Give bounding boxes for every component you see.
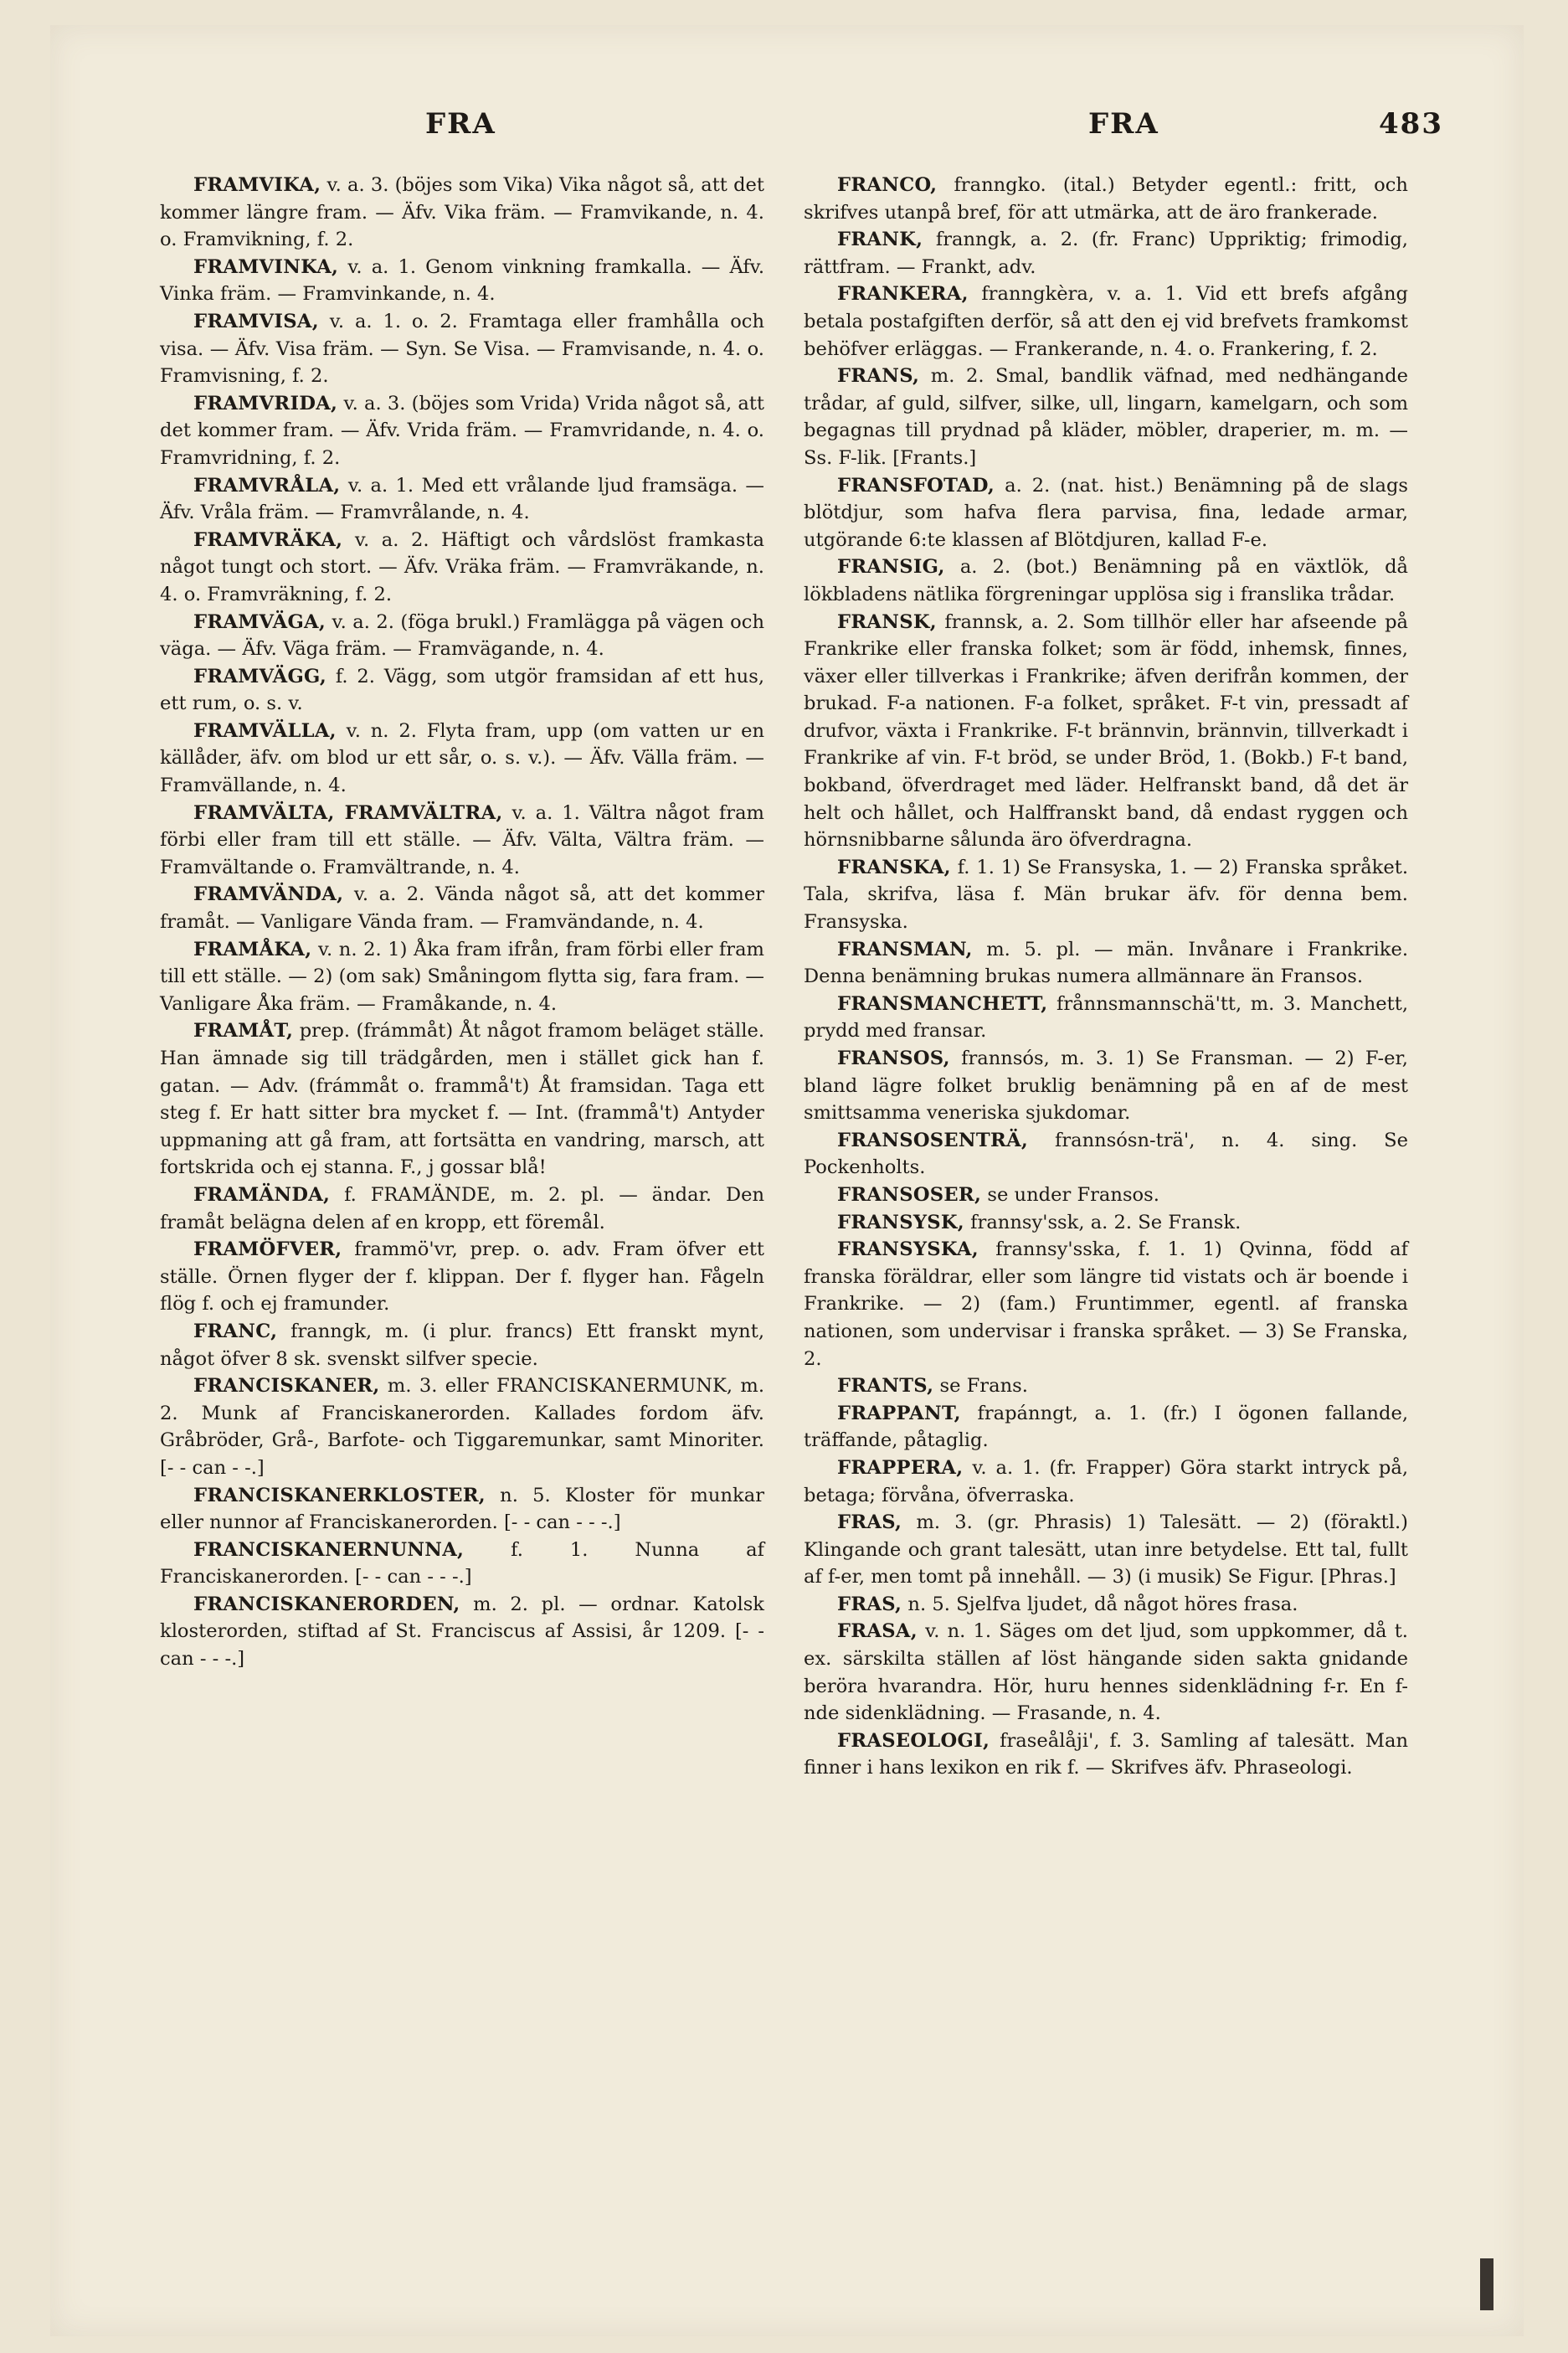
- entry-headword: FRAMVÄNDA,: [193, 883, 344, 906]
- entry-definition: f. 1. Nunna af Franciskanerorden. [- - can - - -.]: [160, 1538, 764, 1588]
- dictionary-entry: [804, 1591, 1408, 1619]
- entry-definition: v. a. 1. Vältra något fram förbi eller fram till ett ställe. — Äfv. Välta, Vältra främ. — Framvältande o. Framvältrande, n. 4.: [160, 801, 764, 878]
- entry-definition: v. a. 1. o. 2. Framtaga eller framhålla och visa. — Äfv. Visa främ. — Syn. Se Visa. — Framvisande, n. 4. o. Framvisning, f. 2.: [160, 310, 765, 388]
- entry-definition: m. 2. Smal, bandlik väfnad, med nedhängande trådar, af guld, silfver, silke, ull, lingarn, kamelgarn, och som begagnas till prydnad på kläder, möbler, draperier, m. m. — Ss. F-lik. [Frants.]: [804, 365, 1408, 469]
- dictionary-entry: [804, 363, 1408, 471]
- dictionary-entry: [160, 390, 764, 472]
- entry-headword: FRAPPERA,: [837, 1456, 964, 1479]
- entry-definition: franngko. (ital.) Betyder egentl.: fritt, och skrifves utanpå bref, för att utmärka, att de äro frankerade.: [804, 174, 1408, 224]
- entry-definition: m. 3. eller FRANCISKANERMUNK, m. 2. Munk af Franciskanerorden. Kallades fordom äfv. Gråbröder, Grå-, Barfote- och Tiggaremunkar, samt Minoriter. [- - can - -.]: [160, 1375, 765, 1479]
- entry-headword: FRANSYSK,: [837, 1211, 964, 1233]
- entry-definition: f. 1. 1) Se Fransyska, 1. — 2) Franska språket. Tala, skrifva, läsa f. Män brukar äfv. för denna bem. Fransyska.: [804, 856, 1409, 934]
- dictionary-entry: [804, 609, 1408, 854]
- entry-headword: FRAMVINKA,: [193, 255, 339, 278]
- entry-definition: franngk, a. 2. (fr. Franc) Uppriktig; frimodig, rättfram. — Frankt, adv.: [804, 229, 1408, 278]
- dictionary-entry: [804, 854, 1408, 936]
- entry-definition: v. n. 1. Säges om det ljud, som uppkommer, då t. ex. särskilta ställen af löst hängande siden sakta gnidande beröra hvarandra. Hör, huru hennes sidenklädning f-r. En f-nde sidenklädning. — Frasande, n. 4.: [804, 1620, 1408, 1725]
- entry-headword: FRANS,: [837, 365, 920, 388]
- entry-headword: FRANSKA,: [837, 856, 951, 878]
- right-column: [804, 172, 1408, 1782]
- dictionary-entry: [160, 1482, 764, 1537]
- edge-marker: [1480, 2258, 1493, 2310]
- entry-headword: FRANSMAN,: [837, 938, 973, 960]
- entry-headword: FRAMVÄGA,: [193, 610, 326, 633]
- dictionary-entry: [804, 991, 1408, 1045]
- entry-definition: frånnsmannschä'tt, m. 3. Manchett, prydd med fransar.: [804, 992, 1409, 1043]
- entry-headword: FRANTS,: [837, 1375, 934, 1398]
- dictionary-entry: [160, 1182, 764, 1236]
- entry-definition: n. 5. Kloster för munkar eller nunnor af Franciskanerorden. [- - can - - -.]: [160, 1484, 764, 1534]
- entry-definition: v. a. 2. Häftigt och vårdslöst framkasta något tungt och stort. — Äfv. Vräka främ. — Framvräkande, n. 4. o. Framvräkning, f. 2.: [160, 528, 765, 605]
- dictionary-entry: [804, 1127, 1408, 1182]
- dictionary-entry: [804, 1209, 1408, 1237]
- dictionary-entry: [804, 1182, 1408, 1209]
- entry-definition: m. 2. pl. — ordnar. Katolsk klosterorden, stiftad af St. Franciscus af Assisi, år 1209. [- - can - - -.]: [160, 1593, 764, 1671]
- left-column: [160, 172, 764, 1673]
- entry-definition: v. a. 1. (fr. Frapper) Göra starkt intryck på, betaga; förvåna, öfverraska.: [804, 1456, 1409, 1506]
- dictionary-entry: [160, 1372, 764, 1481]
- entry-definition: frannsós, m. 3. 1) Se Fransman. — 2) F-er, bland lägre folket bruklig benämning på en af de mest smittsamma veneriska sjukdomar.: [804, 1048, 1408, 1125]
- dictionary-entry: [804, 281, 1408, 363]
- dictionary-entry: [160, 172, 764, 254]
- dictionary-entry: [804, 1455, 1408, 1509]
- dictionary-entry: [160, 254, 764, 308]
- entry-headword: FRANKERA,: [837, 283, 969, 306]
- entry-definition: v. a. 2. Vända något så, att det kommer framåt. — Vanligare Vända fram. — Framvändande, n. 4.: [160, 883, 764, 934]
- entry-definition: m. 5. pl. — män. Invånare i Frankrike. Denna benämning brukas numera allmännare än Fransos.: [804, 938, 1409, 988]
- dictionary-entry: [804, 172, 1408, 226]
- entry-definition: v. a. 3. (böjes som Vika) Vika något så, att det kommer längre fram. — Äfv. Vika främ. — Framvikande, n. 4. o. Framvikning, f. 2.: [160, 174, 764, 251]
- entry-headword: FRAS,: [837, 1511, 902, 1534]
- entry-definition: franngk, m. (i plur. francs) Ett franskt mynt, något öfver 8 sk. svenskt silfver specie.: [160, 1320, 764, 1370]
- dictionary-entry: [160, 718, 764, 800]
- page-number: 483: [1379, 107, 1443, 141]
- entry-definition: frapánngt, a. 1. (fr.) I ögonen fallande, träffande, påtaglig.: [804, 1402, 1408, 1452]
- dictionary-entry: [160, 1017, 764, 1182]
- entry-headword: FRAS,: [837, 1593, 902, 1615]
- entry-definition: se under Fransos.: [987, 1183, 1159, 1206]
- entry-definition: v. a. 1. Med ett vrålande ljud framsäga. — Äfv. Vråla främ. — Framvrålande, n. 4.: [160, 474, 764, 524]
- entry-headword: FRANCO,: [837, 174, 938, 196]
- entry-definition: frannsk, a. 2. Som tillhör eller har afseende på Frankrike eller franska folket; som är född, inhemsk, finnes, växer eller tillverkas i Frankrike; äfven derifrån kommen, der brukad. F-a nationen. F-a folket, språket. F-t vin, pressadt af drufvor, växta i Frankrike. F-t brännvin, brännvin, tillverkadt i Frankrike af vin. F-t bröd, se under Bröd, 1. (Bokb.) F-t band, bokband, öfverdraget med läder. Helfranskt band, då det är helt och hållet, och Halffranskt band, då endast ryggen och hörnsnibbarne sålunda äro öfverdragna.: [804, 610, 1409, 852]
- entry-definition: prep. (frámmåt) Åt något framom beläget ställe. Han ämnade sig till trädgården, men i stället gick han f. gatan. — Adv. (frámmåt o. frammå't) Åt framsidan. Taga ett steg f. Er hatt sitter bra mycket f. — Int. (frammå't) Antyder uppmaning att gå fram, att fortsätta en vandring, marsch, att fortskrida och ej stanna. F., j gossar blå!: [160, 1020, 764, 1179]
- entry-definition: frannsy'ssk, a. 2. Se Fransk.: [970, 1211, 1242, 1233]
- entry-headword: FRAMÖFVER,: [193, 1238, 342, 1261]
- entry-headword: FRANSMANCHETT,: [837, 992, 1048, 1015]
- dictionary-entry: [804, 1727, 1408, 1782]
- entry-headword: FRANCISKANERKLOSTER,: [193, 1484, 486, 1506]
- entry-headword: FRANSYSKA,: [837, 1238, 979, 1261]
- dictionary-entry: [160, 1537, 764, 1591]
- entry-definition: se Frans.: [939, 1375, 1028, 1398]
- entry-definition: v. a. 1. Genom vinkning framkalla. — Äfv. Vinka främ. — Framvinkande, n. 4.: [160, 255, 765, 306]
- entry-headword: FRAMÅKA,: [193, 938, 312, 960]
- dictionary-entry: [160, 1591, 764, 1673]
- entry-definition: a. 2. (nat. hist.) Benämning på de slags blötdjur, som hafva flera parvisa, fina, ledade armar, utgörande 6:te klassen af Blötdjuren, kallad F-e.: [804, 474, 1409, 551]
- entry-definition: f. FRAMÄNDE, m. 2. pl. — ändar. Den framåt belägna delen af en kropp, ett föremål.: [160, 1183, 764, 1233]
- entry-headword: FRANSIG,: [837, 556, 945, 579]
- dictionary-entry: [804, 1372, 1408, 1400]
- dictionary-entry: [160, 1318, 764, 1372]
- entry-headword: FRAMVÄLTA, FRAMVÄLTRA,: [193, 801, 503, 824]
- running-head-right: FRA: [1088, 107, 1159, 141]
- entry-definition: n. 5. Sjelfva ljudet, då något höres frasa.: [907, 1593, 1298, 1615]
- entry-definition: frannsy'sska, f. 1. 1) Qvinna, född af franska föräldrar, eller som längre tid vistats och är boende i Frankrike. — 2) (fam.) Fruntimmer, egentl. af franska nationen, som undervisar i franska språket. — 3) Se Franska, 2.: [804, 1238, 1409, 1370]
- entry-headword: FRAMVÄLLA,: [193, 719, 337, 742]
- dictionary-entry: [804, 226, 1408, 281]
- entry-headword: FRAPPANT,: [837, 1402, 961, 1424]
- entry-definition: v. a. 2. (föga brukl.) Framlägga på vägen och väga. — Äfv. Väga främ. — Framvägande, n. 4.: [160, 610, 764, 661]
- entry-definition: m. 3. (gr. Phrasis) 1) Talesätt. — 2) (föraktl.) Klingande och grant talesätt, utan inre betydelse. Ett tal, fullt af f-er, men tomt på innehåll. — 3) (i musik) Se Figur. [Phras.]: [804, 1511, 1408, 1588]
- dictionary-entry: [160, 663, 764, 718]
- dictionary-entry: [160, 1236, 764, 1318]
- dictionary-entry: [804, 1400, 1408, 1455]
- dictionary-entry: [160, 527, 764, 609]
- entry-headword: FRAMVRIDA,: [193, 392, 338, 414]
- entry-definition: v. n. 2. 1) Åka fram ifrån, fram förbi eller fram till ett ställe. — 2) (om sak) Småningom flytta sig, fara fram. — Vanligare Åka främ. — Framåkande, n. 4.: [160, 938, 764, 1015]
- entry-headword: FRAMVIKA,: [193, 174, 321, 196]
- dictionary-entry: [160, 881, 764, 935]
- dictionary-entry: [804, 1045, 1408, 1127]
- dictionary-entry: [804, 1618, 1408, 1727]
- entry-headword: FRASA,: [837, 1620, 918, 1643]
- entry-headword: FRAMÅT,: [193, 1020, 294, 1043]
- dictionary-entry: [804, 936, 1408, 991]
- dictionary-entry: [804, 1509, 1408, 1591]
- entry-headword: FRANSK,: [837, 610, 937, 633]
- entry-definition: f. 2. Vägg, som utgör framsidan af ett hus, ett rum, o. s. v.: [160, 665, 764, 715]
- entry-headword: FRANSFOTAD,: [837, 474, 995, 497]
- entry-headword: FRANCISKANER,: [193, 1375, 380, 1398]
- entry-headword: FRANSOSENTRÄ,: [837, 1129, 1029, 1151]
- entry-headword: FRANCISKANERORDEN,: [193, 1593, 460, 1615]
- entry-headword: FRANC,: [193, 1320, 278, 1342]
- entry-headword: FRANK,: [837, 229, 923, 251]
- entry-headword: FRANCISKANERNUNNA,: [193, 1538, 465, 1561]
- dictionary-entry: [160, 308, 764, 390]
- running-head-left: FRA: [425, 107, 496, 141]
- entry-headword: FRAMVRÄKA,: [193, 528, 343, 551]
- entry-headword: FRANSOSER,: [837, 1183, 982, 1206]
- entry-headword: FRASEOLOGI,: [837, 1729, 990, 1752]
- dictionary-entry: [160, 936, 764, 1018]
- entry-definition: franngkèra, v. a. 1. Vid ett brefs afgång betala postafgiften derför, så att den ej vid brefvets framkomst behöfver erläggas. — Frankerande, n. 4. o. Frankering, f. 2.: [804, 283, 1408, 360]
- dictionary-entry: [804, 1236, 1408, 1372]
- entry-definition: v. a. 3. (böjes som Vrida) Vrida något så, att det kommer fram. — Äfv. Vrida främ. — Framvridande, n. 4. o. Framvridning, f. 2.: [160, 392, 764, 469]
- entry-definition: frannsósn-trä', n. 4. sing. Se Pockenholts.: [804, 1129, 1409, 1179]
- entry-headword: FRAMVRÅLA,: [193, 474, 341, 497]
- entry-headword: FRAMÄNDA,: [193, 1183, 331, 1206]
- dictionary-entry: [804, 553, 1408, 608]
- entry-headword: FRANSOS,: [837, 1048, 950, 1069]
- entry-definition: frammö'vr, prep. o. adv. Fram öfver ett ställe. Örnen flyger der f. klippan. Der f. flyger han. Fågeln flög f. och ej framunder.: [160, 1238, 764, 1316]
- dictionary-entry: [804, 472, 1408, 554]
- entry-definition: v. n. 2. Flyta fram, upp (om vatten ur en källåder, äfv. om blod ur ett sår, o. s. v.). — Äfv. Välla främ. — Framvällande, n. 4.: [160, 719, 764, 797]
- dictionary-entry: [160, 800, 764, 882]
- entry-definition: a. 2. (bot.) Benämning på en växtlök, då lökbladens nätlika förgreningar upplösa sig i franslika trådar.: [804, 556, 1408, 605]
- entry-headword: FRAMVÄGG,: [193, 665, 327, 687]
- entry-definition: fraseålåji', f. 3. Samling af talesätt. Man finner i hans lexikon en rik f. — Skrifves äfv. Phraseologi.: [804, 1729, 1408, 1779]
- dictionary-entry: [160, 472, 764, 527]
- entry-headword: FRAMVISA,: [193, 310, 319, 332]
- dictionary-entry: [160, 609, 764, 663]
